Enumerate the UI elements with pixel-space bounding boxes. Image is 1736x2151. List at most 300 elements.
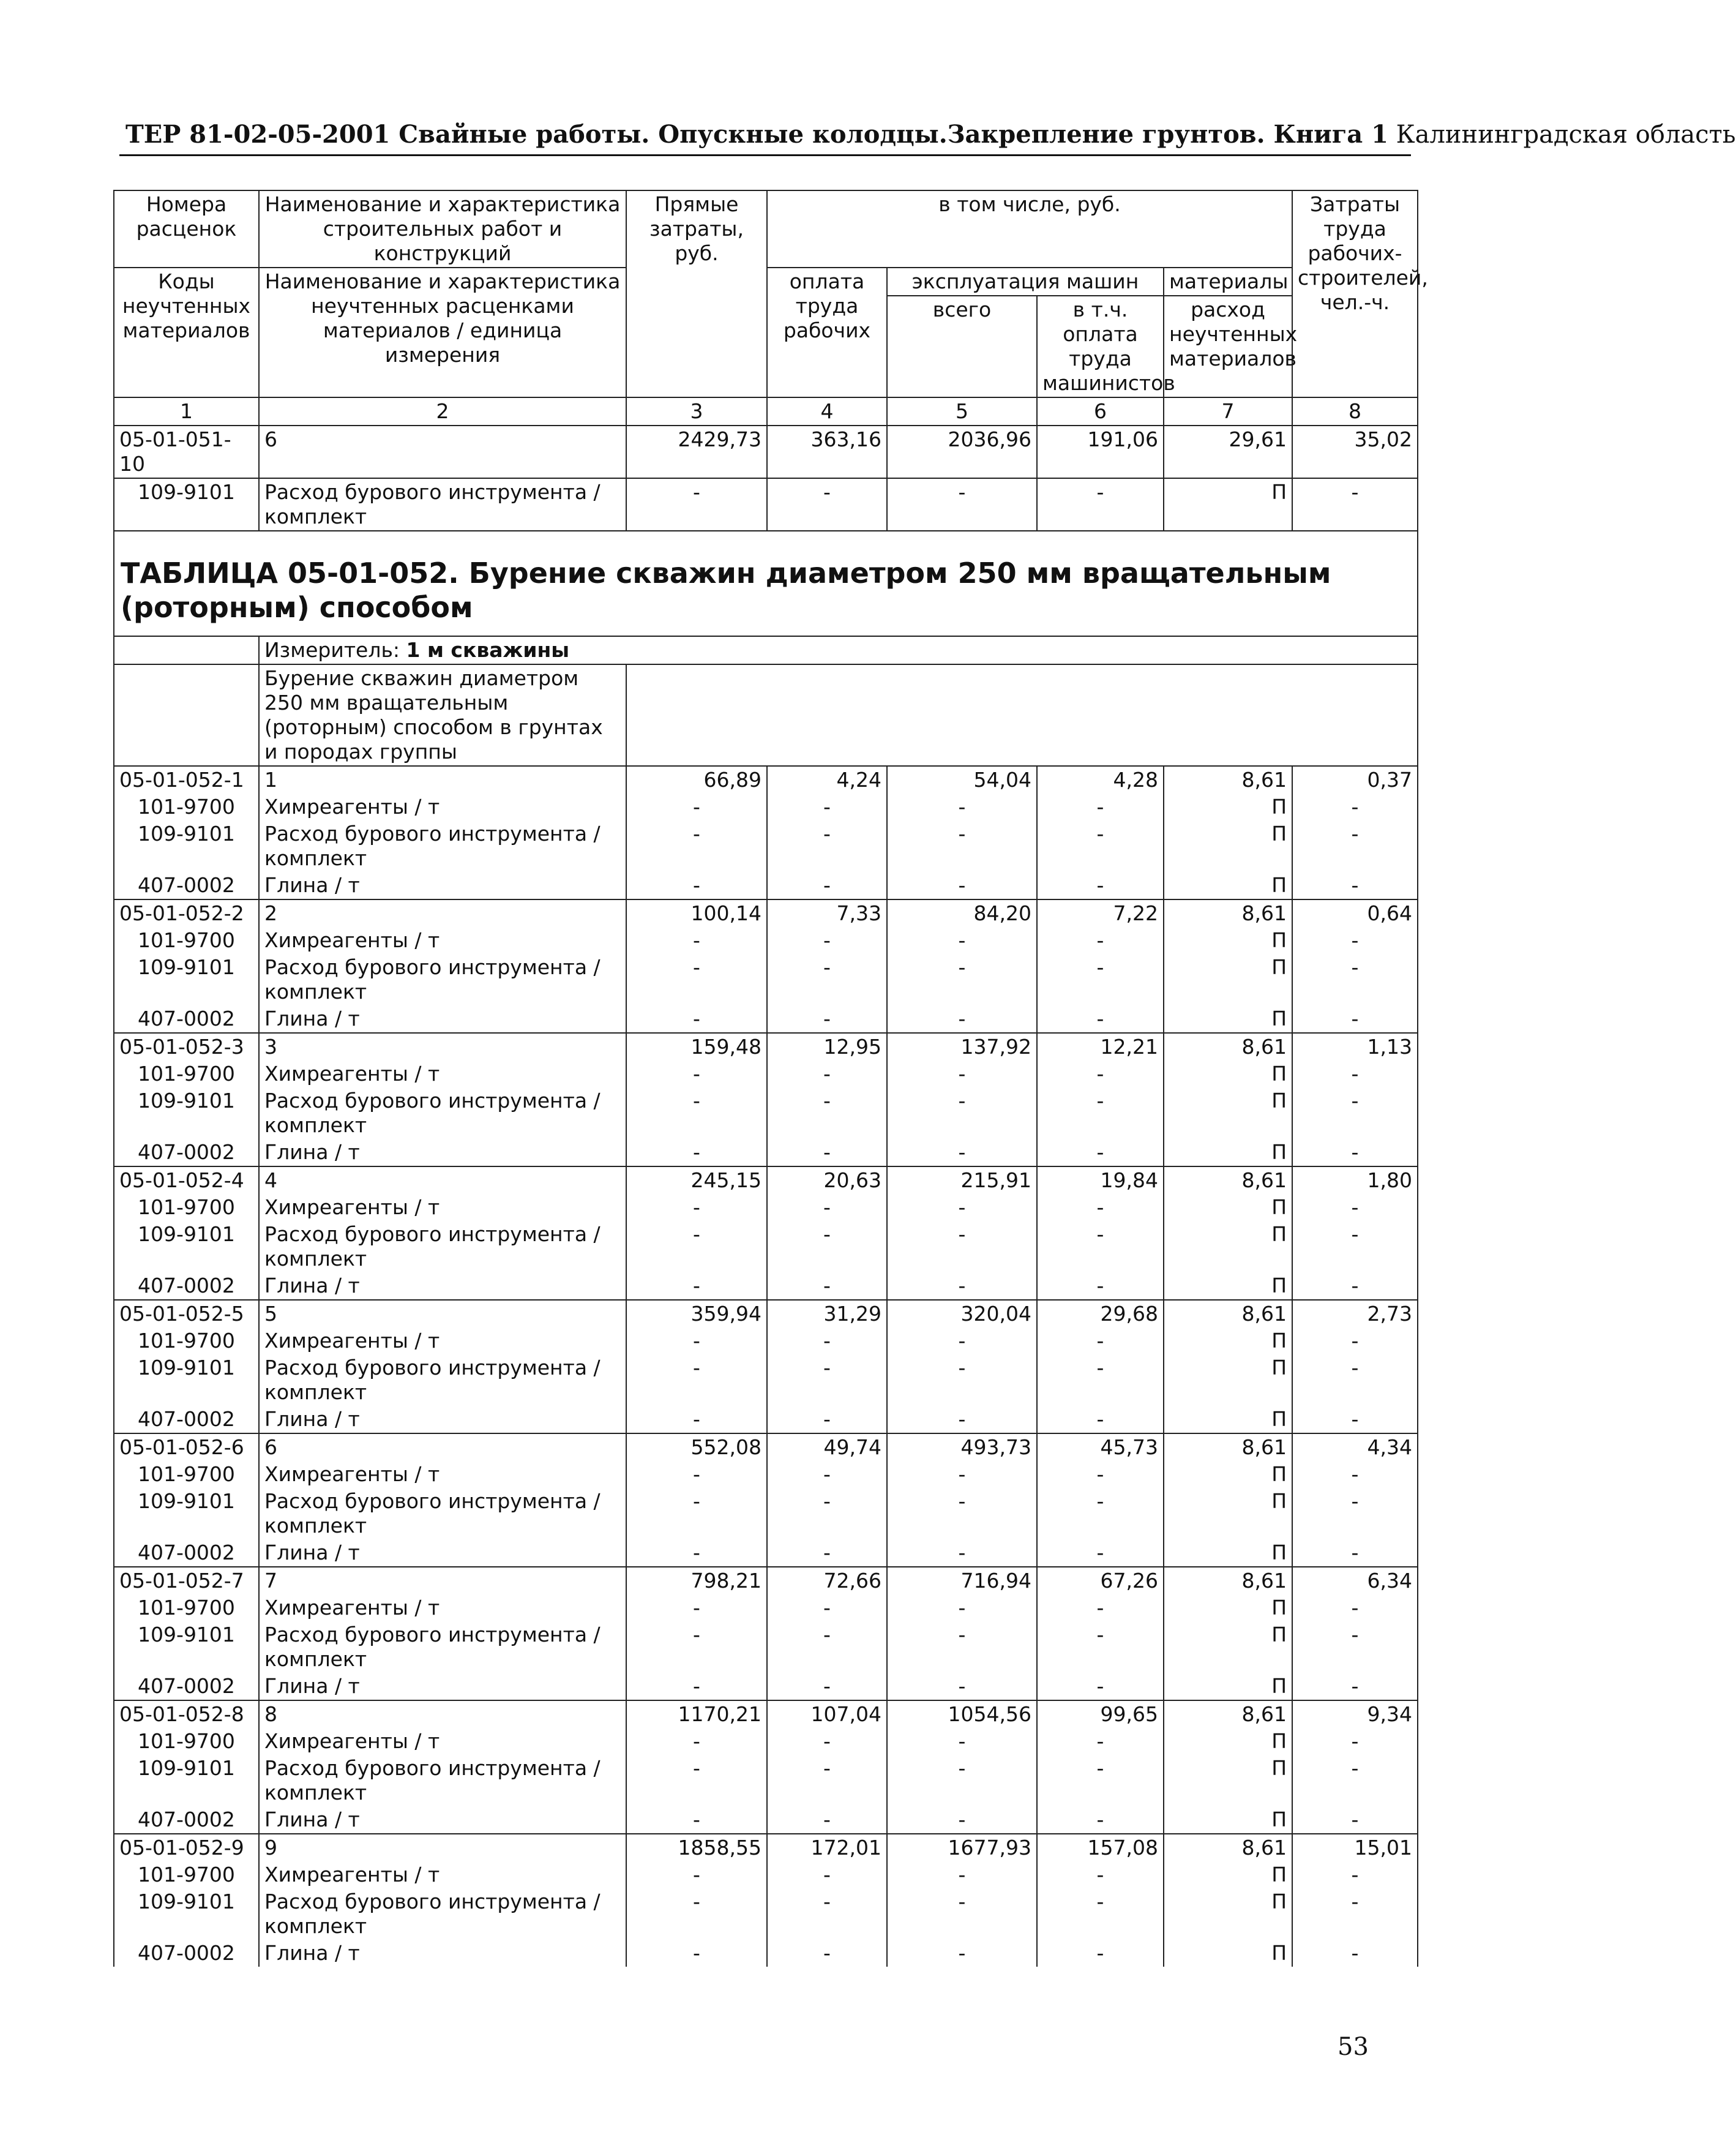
table-row — [114, 426, 1418, 478]
value-v8: 1,80 — [1292, 1166, 1418, 1194]
value-v8: - — [1292, 1221, 1418, 1272]
value-v3: - — [626, 1488, 767, 1539]
value-v5: - — [887, 1673, 1037, 1700]
machines-header: эксплуатация машин — [887, 268, 1164, 296]
table-row — [114, 1033, 1418, 1060]
value-v4: - — [767, 1005, 887, 1033]
value-v8: - — [1292, 1673, 1418, 1700]
value-v4: - — [767, 794, 887, 820]
value-v5: - — [887, 1221, 1037, 1272]
value-v3: - — [626, 794, 767, 820]
value-v7: 8,61 — [1164, 1834, 1292, 1861]
value-v6: 157,08 — [1037, 1834, 1164, 1861]
material-name: Глина / т — [259, 1673, 626, 1700]
value-v5: - — [887, 1327, 1037, 1354]
value-v5: - — [887, 872, 1037, 899]
value-v4: 72,66 — [767, 1567, 887, 1594]
material-code: 101-9700 — [114, 927, 259, 954]
table-row — [114, 1834, 1418, 1861]
value-v6: - — [1037, 1728, 1164, 1755]
value-v3: 245,15 — [626, 1166, 767, 1194]
material-code: 109-9101 — [114, 1888, 259, 1940]
material-code: 101-9700 — [114, 1461, 259, 1488]
value-v6: - — [1037, 1406, 1164, 1433]
value-v4: 49,74 — [767, 1433, 887, 1461]
col5-header: всего — [887, 296, 1037, 397]
rate-code: 05-01-052-6 — [114, 1433, 259, 1461]
value-v8: - — [1292, 1406, 1418, 1433]
value-v8: 1,13 — [1292, 1033, 1418, 1060]
value-v6: - — [1037, 1755, 1164, 1806]
material-row — [114, 1861, 1418, 1888]
value-v4: - — [767, 954, 887, 1005]
material-name: Химреагенты / т — [259, 1060, 626, 1087]
work-name: 9 — [259, 1834, 626, 1861]
work-name: 7 — [259, 1567, 626, 1594]
value-v7: П — [1164, 1806, 1292, 1834]
value-v7: 8,61 — [1164, 1700, 1292, 1728]
material-code: 407-0002 — [114, 872, 259, 899]
value-v7: П — [1164, 478, 1292, 531]
material-name: Химреагенты / т — [259, 1194, 626, 1221]
value-v5: 320,04 — [887, 1300, 1037, 1327]
value-v4: - — [767, 1940, 887, 1967]
material-row — [114, 1327, 1418, 1354]
col6-header: в т.ч. оплата труда машинистов — [1037, 296, 1164, 397]
material-code: 109-9101 — [114, 1221, 259, 1272]
value-v8: 35,02 — [1292, 426, 1418, 478]
value-v7: 8,61 — [1164, 1300, 1292, 1327]
material-row — [114, 1539, 1418, 1567]
material-name: Глина / т — [259, 1139, 626, 1166]
work-name: 5 — [259, 1300, 626, 1327]
value-v6: - — [1037, 1861, 1164, 1888]
value-v6: - — [1037, 1194, 1164, 1221]
material-code: 101-9700 — [114, 1194, 259, 1221]
material-name: Глина / т — [259, 1005, 626, 1033]
value-v3: - — [626, 1005, 767, 1033]
value-v4: - — [767, 1488, 887, 1539]
value-v7: 8,61 — [1164, 766, 1292, 794]
work-name: 8 — [259, 1700, 626, 1728]
value-v7: 8,61 — [1164, 1166, 1292, 1194]
value-v4: - — [767, 1673, 887, 1700]
value-v5: - — [887, 1594, 1037, 1621]
value-v7: П — [1164, 1005, 1292, 1033]
material-code: 109-9101 — [114, 1488, 259, 1539]
value-v8: - — [1292, 1594, 1418, 1621]
value-v6: - — [1037, 954, 1164, 1005]
material-name: Расход бурового инструмента / комплект — [259, 1488, 626, 1539]
col2-header-b: Наименование и характеристика неучтенных расценками материалов / единица измерения — [259, 268, 626, 397]
value-v6: - — [1037, 1461, 1164, 1488]
material-name: Расход бурового инструмента / комплект — [259, 1221, 626, 1272]
value-v4: - — [767, 1594, 887, 1621]
value-v8: - — [1292, 820, 1418, 872]
value-v7: П — [1164, 1594, 1292, 1621]
col-number-5: 5 — [887, 397, 1037, 426]
material-name: Расход бурового инструмента / комплект — [259, 954, 626, 1005]
material-row — [114, 1488, 1418, 1539]
value-v4: - — [767, 820, 887, 872]
value-v6: - — [1037, 1673, 1164, 1700]
value-v5: 215,91 — [887, 1166, 1037, 1194]
value-v3: - — [626, 1673, 767, 1700]
value-v3: - — [626, 954, 767, 1005]
value-v7: П — [1164, 1621, 1292, 1673]
value-v5: - — [887, 1272, 1037, 1300]
value-v8: 4,34 — [1292, 1433, 1418, 1461]
rates-table — [113, 190, 1428, 1967]
incl-header: в том числе, руб. — [767, 190, 1292, 268]
value-v4: 363,16 — [767, 426, 887, 478]
rate-code: 05-01-052-1 — [114, 766, 259, 794]
material-name: Глина / т — [259, 1406, 626, 1433]
value-v5: 1677,93 — [887, 1834, 1037, 1861]
value-v5: - — [887, 1539, 1037, 1567]
value-v3: 552,08 — [626, 1433, 767, 1461]
value-v3: - — [626, 1621, 767, 1673]
value-v7: П — [1164, 1539, 1292, 1567]
material-name: Химреагенты / т — [259, 1728, 626, 1755]
work-name: 4 — [259, 1166, 626, 1194]
material-name: Расход бурового инструмента / комплект — [259, 1354, 626, 1406]
value-v6: - — [1037, 1139, 1164, 1166]
work-name: 2 — [259, 899, 626, 927]
value-v5: 84,20 — [887, 899, 1037, 927]
material-name: Глина / т — [259, 1806, 626, 1834]
value-v5: - — [887, 1194, 1037, 1221]
value-v4: - — [767, 1539, 887, 1567]
value-v3: - — [626, 1806, 767, 1834]
rate-code: 05-01-052-3 — [114, 1033, 259, 1060]
value-v3: 66,89 — [626, 766, 767, 794]
value-v8: - — [1292, 1755, 1418, 1806]
value-v7: П — [1164, 954, 1292, 1005]
material-name: Химреагенты / т — [259, 1327, 626, 1354]
material-code: 109-9101 — [114, 820, 259, 872]
value-v4: 7,33 — [767, 899, 887, 927]
col1-header-b: Коды неучтенных материалов — [114, 268, 259, 397]
work-name: 1 — [259, 766, 626, 794]
table-row — [114, 1700, 1418, 1728]
value-v6: 7,22 — [1037, 899, 1164, 927]
value-v5: - — [887, 1888, 1037, 1940]
value-v8: - — [1292, 1806, 1418, 1834]
value-v3: - — [626, 872, 767, 899]
value-v4: - — [767, 1461, 887, 1488]
rate-code: 05-01-052-2 — [114, 899, 259, 927]
material-code: 101-9700 — [114, 1327, 259, 1354]
value-v8: - — [1292, 1139, 1418, 1166]
value-v8: - — [1292, 1488, 1418, 1539]
value-v3: - — [626, 1221, 767, 1272]
value-v7: П — [1164, 1221, 1292, 1272]
value-v4: - — [767, 872, 887, 899]
material-row — [114, 927, 1418, 954]
value-v3: 798,21 — [626, 1567, 767, 1594]
value-v4: 12,95 — [767, 1033, 887, 1060]
col4-header: оплата труда рабочих — [767, 268, 887, 397]
table-row — [114, 1567, 1418, 1594]
value-v8: 9,34 — [1292, 1700, 1418, 1728]
value-v4: - — [767, 1806, 887, 1834]
measure-label: Измеритель: — [264, 638, 406, 662]
value-v6: - — [1037, 1005, 1164, 1033]
value-v3: - — [626, 1539, 767, 1567]
value-v5: - — [887, 954, 1037, 1005]
material-row — [114, 1728, 1418, 1755]
material-row — [114, 1060, 1418, 1087]
value-v5: - — [887, 1755, 1037, 1806]
value-v5: 493,73 — [887, 1433, 1037, 1461]
value-v4: - — [767, 1327, 887, 1354]
value-v3: - — [626, 1272, 767, 1300]
value-v5: 716,94 — [887, 1567, 1037, 1594]
work-name: 6 — [259, 1433, 626, 1461]
section-description: Бурение скважин диаметром 250 мм вращательным (роторным) способом в грунтах и породах группы — [259, 664, 626, 766]
value-v6: - — [1037, 1539, 1164, 1567]
value-v8: - — [1292, 1940, 1418, 1967]
material-name: Глина / т — [259, 872, 626, 899]
value-v4: - — [767, 1194, 887, 1221]
value-v8: - — [1292, 1272, 1418, 1300]
value-v3: - — [626, 820, 767, 872]
value-v6: 45,73 — [1037, 1433, 1164, 1461]
work-name: 3 — [259, 1033, 626, 1060]
table-row — [114, 1433, 1418, 1461]
value-v6: - — [1037, 794, 1164, 820]
material-code: 407-0002 — [114, 1673, 259, 1700]
work-name: 6 — [259, 426, 626, 478]
rate-code: 05-01-052-7 — [114, 1567, 259, 1594]
value-v6: 29,68 — [1037, 1300, 1164, 1327]
material-row — [114, 1087, 1418, 1139]
value-v4: - — [767, 1406, 887, 1433]
material-code: 407-0002 — [114, 1005, 259, 1033]
value-v4: 20,63 — [767, 1166, 887, 1194]
value-v7: 29,61 — [1164, 426, 1292, 478]
value-v7: П — [1164, 1755, 1292, 1806]
material-code: 101-9700 — [114, 1728, 259, 1755]
value-v3: - — [626, 478, 767, 531]
value-v8: - — [1292, 1354, 1418, 1406]
material-row — [114, 1940, 1418, 1967]
col2-header-a: Наименование и характеристика строительных работ и конструкций — [259, 190, 626, 268]
value-v8: 15,01 — [1292, 1834, 1418, 1861]
col-number-7: 7 — [1164, 397, 1292, 426]
value-v7: П — [1164, 927, 1292, 954]
value-v4: - — [767, 1354, 887, 1406]
value-v7: П — [1164, 1087, 1292, 1139]
value-v4: - — [767, 1888, 887, 1940]
material-code: 101-9700 — [114, 1060, 259, 1087]
measure-cell — [259, 636, 1418, 664]
material-code: 109-9101 — [114, 1354, 259, 1406]
value-v8: - — [1292, 1861, 1418, 1888]
col3-header: Прямые затраты, руб. — [626, 190, 767, 397]
value-v7: 8,61 — [1164, 899, 1292, 927]
value-v5: - — [887, 794, 1037, 820]
material-name: Расход бурового инструмента / комплект — [259, 1621, 626, 1673]
value-v4: 31,29 — [767, 1300, 887, 1327]
material-name: Глина / т — [259, 1272, 626, 1300]
value-v8: - — [1292, 872, 1418, 899]
material-code: 407-0002 — [114, 1272, 259, 1300]
material-row — [114, 1139, 1418, 1166]
value-v8: - — [1292, 1539, 1418, 1567]
value-v5: 2036,96 — [887, 426, 1037, 478]
value-v7: 8,61 — [1164, 1567, 1292, 1594]
value-v5: - — [887, 1354, 1037, 1406]
material-row — [114, 1461, 1418, 1488]
value-v8: - — [1292, 1461, 1418, 1488]
value-v3: 1170,21 — [626, 1700, 767, 1728]
header-title: ТЕР 81-02-05-2001 Свайные работы. Опускные колодцы.Закрепление грунтов. Книга 1 — [125, 120, 1388, 149]
value-v5: - — [887, 1861, 1037, 1888]
value-v5: 54,04 — [887, 766, 1037, 794]
desc-filler — [626, 664, 1418, 766]
value-v8: - — [1292, 1194, 1418, 1221]
material-code: 407-0002 — [114, 1940, 259, 1967]
value-v3: - — [626, 1087, 767, 1139]
material-row — [114, 1221, 1418, 1272]
value-v8: - — [1292, 1327, 1418, 1354]
rate-code: 05-01-052-5 — [114, 1300, 259, 1327]
value-v3: - — [626, 1594, 767, 1621]
table-row — [114, 766, 1418, 794]
value-v3: - — [626, 1139, 767, 1166]
value-v3: - — [626, 1194, 767, 1221]
measure-value: 1 м скважины — [406, 638, 570, 662]
value-v5: - — [887, 1406, 1037, 1433]
material-name: Расход бурового инструмента / комплект — [259, 820, 626, 872]
material-code: 109-9101 — [114, 1087, 259, 1139]
col8-header: Затраты труда рабочих-строителей, чел.-ч. — [1292, 190, 1418, 397]
value-v7: П — [1164, 1060, 1292, 1087]
value-v6: - — [1037, 1327, 1164, 1354]
value-v5: - — [887, 1139, 1037, 1166]
value-v8: - — [1292, 1087, 1418, 1139]
material-code: 407-0002 — [114, 1539, 259, 1567]
material-row — [114, 1406, 1418, 1433]
value-v3: - — [626, 1940, 767, 1967]
value-v4: - — [767, 1087, 887, 1139]
value-v5: - — [887, 478, 1037, 531]
value-v8: - — [1292, 1621, 1418, 1673]
value-v3: - — [626, 1755, 767, 1806]
value-v5: - — [887, 1488, 1037, 1539]
rate-code: 05-01-052-8 — [114, 1700, 259, 1728]
value-v5: - — [887, 1087, 1037, 1139]
material-row — [114, 1354, 1418, 1406]
material-row — [114, 1621, 1418, 1673]
value-v6: 4,28 — [1037, 766, 1164, 794]
value-v4: - — [767, 1060, 887, 1087]
value-v7: П — [1164, 1461, 1292, 1488]
material-row — [114, 794, 1418, 820]
value-v3: - — [626, 927, 767, 954]
material-name: Химреагенты / т — [259, 1461, 626, 1488]
value-v6: - — [1037, 1940, 1164, 1967]
value-v6: 67,26 — [1037, 1567, 1164, 1594]
value-v8: - — [1292, 1060, 1418, 1087]
value-v5: - — [887, 1005, 1037, 1033]
value-v3: - — [626, 1861, 767, 1888]
value-v6: 99,65 — [1037, 1700, 1164, 1728]
value-v3: 1858,55 — [626, 1834, 767, 1861]
value-v7: П — [1164, 794, 1292, 820]
value-v8: 2,73 — [1292, 1300, 1418, 1327]
value-v4: - — [767, 1139, 887, 1166]
value-v6: - — [1037, 1806, 1164, 1834]
material-name: Химреагенты / т — [259, 794, 626, 820]
desc-spacer — [114, 664, 259, 766]
value-v8: 6,34 — [1292, 1567, 1418, 1594]
material-name: Химреагенты / т — [259, 927, 626, 954]
material-code: 407-0002 — [114, 1806, 259, 1834]
value-v7: П — [1164, 1139, 1292, 1166]
material-row — [114, 1806, 1418, 1834]
material-name: Расход бурового инструмента / комплект — [259, 478, 626, 531]
value-v3: - — [626, 1728, 767, 1755]
value-v7: П — [1164, 1327, 1292, 1354]
header-rule — [119, 154, 1411, 156]
rate-code: 05-01-052-4 — [114, 1166, 259, 1194]
value-v6: 12,21 — [1037, 1033, 1164, 1060]
value-v5: - — [887, 1461, 1037, 1488]
value-v4: - — [767, 1221, 887, 1272]
value-v7: П — [1164, 1272, 1292, 1300]
material-name: Химреагенты / т — [259, 1594, 626, 1621]
material-code: 407-0002 — [114, 1406, 259, 1433]
material-code: 101-9700 — [114, 794, 259, 820]
value-v7: П — [1164, 1861, 1292, 1888]
value-v6: - — [1037, 1272, 1164, 1300]
col1-header-a: Номера расценок — [114, 190, 259, 268]
value-v8: - — [1292, 927, 1418, 954]
rate-code: 05-01-051-10 — [114, 426, 259, 478]
value-v7: П — [1164, 1354, 1292, 1406]
value-v8: - — [1292, 1888, 1418, 1940]
value-v6: - — [1037, 820, 1164, 872]
value-v5: 1054,56 — [887, 1700, 1037, 1728]
value-v6: - — [1037, 872, 1164, 899]
value-v4: 4,24 — [767, 766, 887, 794]
material-row — [114, 1272, 1418, 1300]
value-v3: - — [626, 1327, 767, 1354]
value-v5: - — [887, 1806, 1037, 1834]
value-v3: - — [626, 1888, 767, 1940]
material-row — [114, 1005, 1418, 1033]
value-v8: - — [1292, 1005, 1418, 1033]
value-v8: - — [1292, 954, 1418, 1005]
material-name: Расход бурового инструмента / комплект — [259, 1755, 626, 1806]
value-v6: - — [1037, 1221, 1164, 1272]
materials-header: материалы — [1164, 268, 1292, 296]
material-code: 109-9101 — [114, 1621, 259, 1673]
material-name: Глина / т — [259, 1940, 626, 1967]
value-v6: - — [1037, 1488, 1164, 1539]
value-v5: 137,92 — [887, 1033, 1037, 1060]
material-row — [114, 1755, 1418, 1806]
value-v3: 359,94 — [626, 1300, 767, 1327]
value-v7: П — [1164, 872, 1292, 899]
value-v5: - — [887, 820, 1037, 872]
header-region: Калининградская область — [1388, 121, 1736, 149]
material-name: Химреагенты / т — [259, 1861, 626, 1888]
value-v7: 8,61 — [1164, 1433, 1292, 1461]
